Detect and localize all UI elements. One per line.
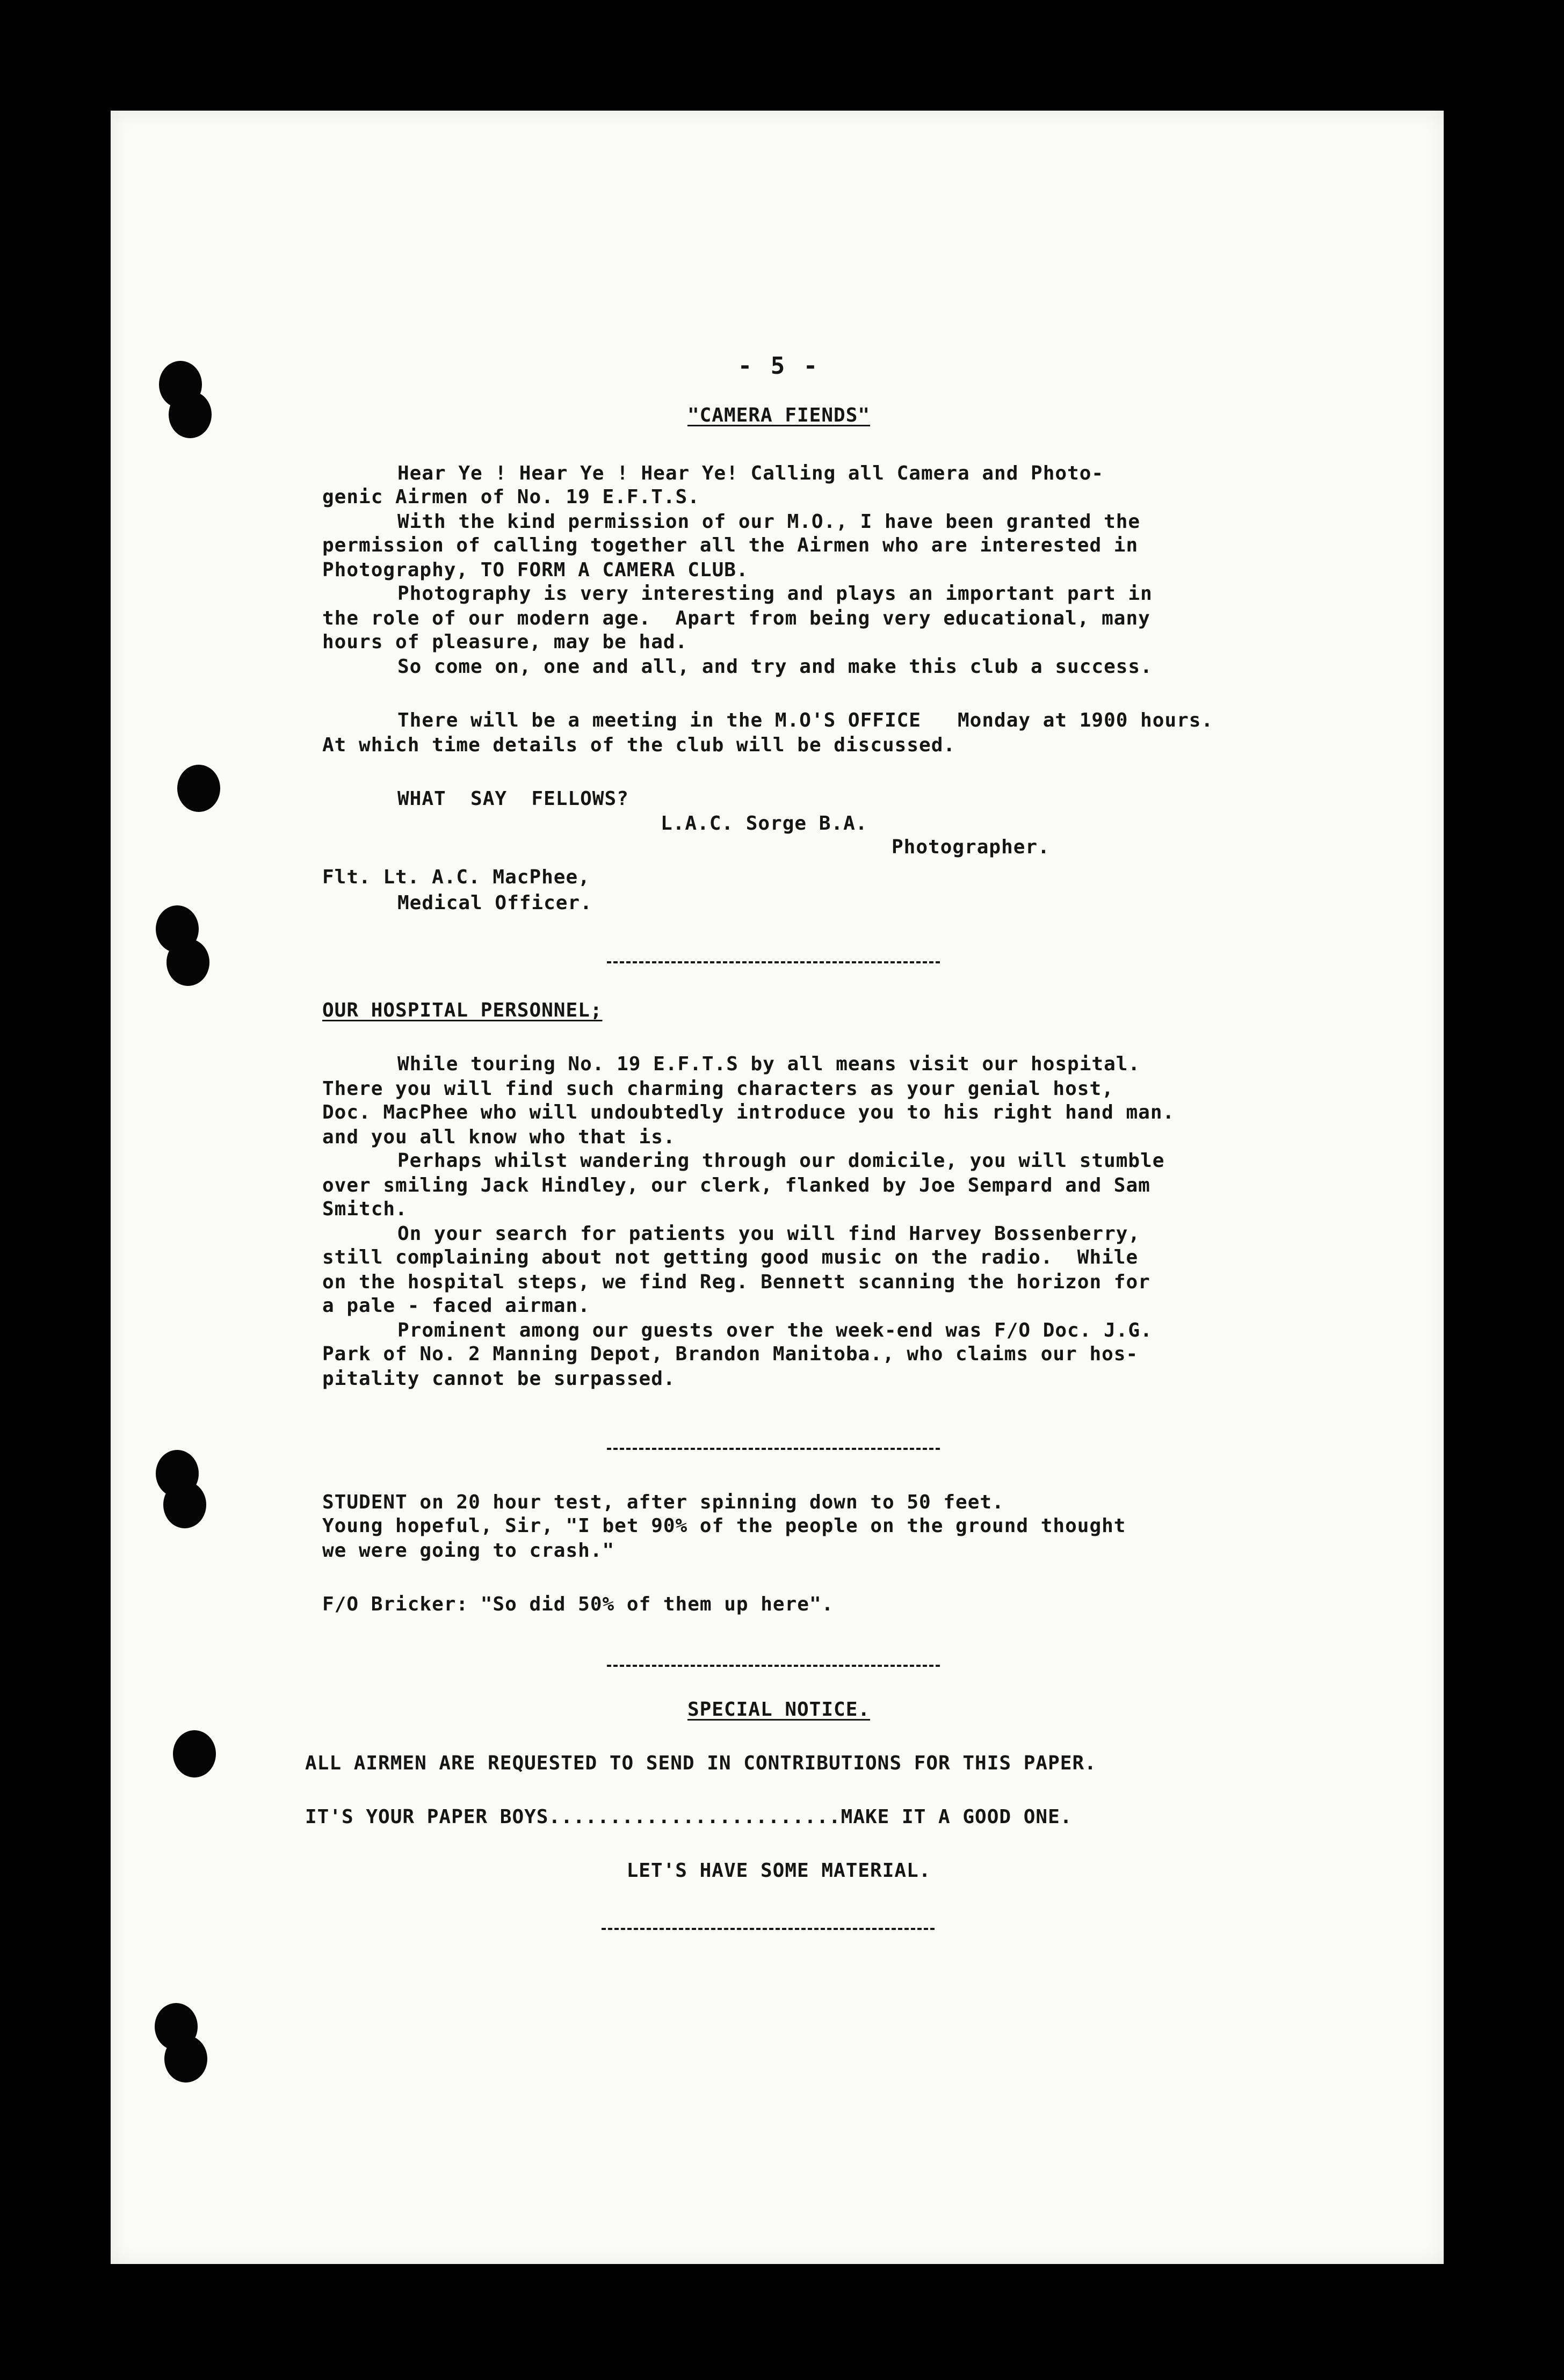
text-line: STUDENT on 20 hour test, after spinning down to 50 feet. — [322, 1491, 1004, 1513]
text-line: hours of pleasure, may be had. — [322, 631, 688, 653]
text-line: WHAT SAY FELLOWS? — [397, 788, 629, 810]
text-line: genic Airmen of No. 19 E.F.T.S. — [322, 486, 700, 508]
binder-hole — [164, 2035, 207, 2082]
signature-line: Medical Officer. — [397, 892, 592, 914]
section-divider — [607, 1448, 940, 1450]
text-line: There will be a meeting in the M.O'S OFFICE Monday at 1900 hours. — [397, 709, 1214, 731]
text-line: While touring No. 19 E.F.T.S by all means visit our hospital. — [397, 1053, 1141, 1075]
section-divider — [602, 1928, 935, 1930]
text-line: and you all know who that is. — [322, 1126, 676, 1148]
section-title: "CAMERA FIENDS" — [687, 404, 871, 426]
text-line: Prominent among our guests over the week-end was F/O Doc. J.G. — [397, 1319, 1153, 1341]
text-line: There you will find such charming characters as your genial host, — [322, 1078, 1114, 1100]
text-line: permission of calling together all the Airmen who are interested in — [322, 534, 1139, 556]
binder-hole — [177, 765, 220, 812]
signature-line: L.A.C. Sorge B.A. — [661, 812, 868, 835]
text-line: Smitch. — [322, 1198, 408, 1220]
text-line: Young hopeful, Sir, "I bet 90% of the people on the ground thought — [322, 1515, 1126, 1537]
text-line: over smiling Jack Hindley, our clerk, flanked by Joe Sempard and Sam — [322, 1174, 1150, 1196]
signature-line: Photographer. — [892, 836, 1050, 858]
section-divider — [607, 1665, 940, 1667]
text-line: still complaining about not getting good music on the radio. While — [322, 1246, 1139, 1268]
text-line: Photography is very interesting and plays an important part in — [397, 583, 1153, 605]
text-line: a pale - faced airman. — [322, 1295, 590, 1317]
text-line: At which time details of the club will be discussed. — [322, 734, 956, 756]
notice-line: IT'S YOUR PAPER BOYS........................MAKE IT A GOOD ONE. — [305, 1806, 1073, 1828]
text-line: we were going to crash." — [322, 1540, 615, 1562]
section-title: SPECIAL NOTICE. — [687, 1699, 871, 1721]
text-line: on the hospital steps, we find Reg. Bennett scanning the horizon for — [322, 1271, 1150, 1293]
binder-hole — [169, 391, 212, 438]
binder-hole — [166, 939, 209, 986]
notice-line: LET'S HAVE SOME MATERIAL. — [626, 1860, 931, 1882]
text-line: pitality cannot be surpassed. — [322, 1368, 676, 1390]
text-line: So come on, one and all, and try and make this club a success. — [397, 656, 1153, 678]
page-number: - 5 - — [737, 352, 820, 380]
text-line: Park of No. 2 Manning Depot, Brandon Manitoba., who claims our hos- — [322, 1343, 1139, 1365]
text-line: Photography, TO FORM A CAMERA CLUB. — [322, 559, 749, 581]
section-divider — [607, 961, 940, 963]
text-line: With the kind permission of our M.O., I have been granted the — [397, 511, 1141, 533]
text-line: Perhaps whilst wandering through our domicile, you will stumble — [397, 1150, 1165, 1172]
text-line: F/O Bricker: "So did 50% of them up here". — [322, 1593, 834, 1615]
section-title: OUR HOSPITAL PERSONNEL; — [322, 999, 603, 1021]
signature-line: Flt. Lt. A.C. MacPhee, — [322, 866, 590, 888]
binder-hole — [163, 1481, 206, 1528]
text-line: Doc. MacPhee who will undoubtedly introduce you to his right hand man. — [322, 1101, 1175, 1123]
notice-line: ALL AIRMEN ARE REQUESTED TO SEND IN CONTRIBUTIONS FOR THIS PAPER. — [305, 1752, 1097, 1774]
text-line: On your search for patients you will find Harvey Bossenberry, — [397, 1223, 1141, 1245]
text-line: Hear Ye ! Hear Ye ! Hear Ye! Calling all Camera and Photo- — [397, 462, 1104, 484]
text-line: the role of our modern age. Apart from being very educational, many — [322, 607, 1150, 629]
binder-hole — [173, 1730, 216, 1777]
